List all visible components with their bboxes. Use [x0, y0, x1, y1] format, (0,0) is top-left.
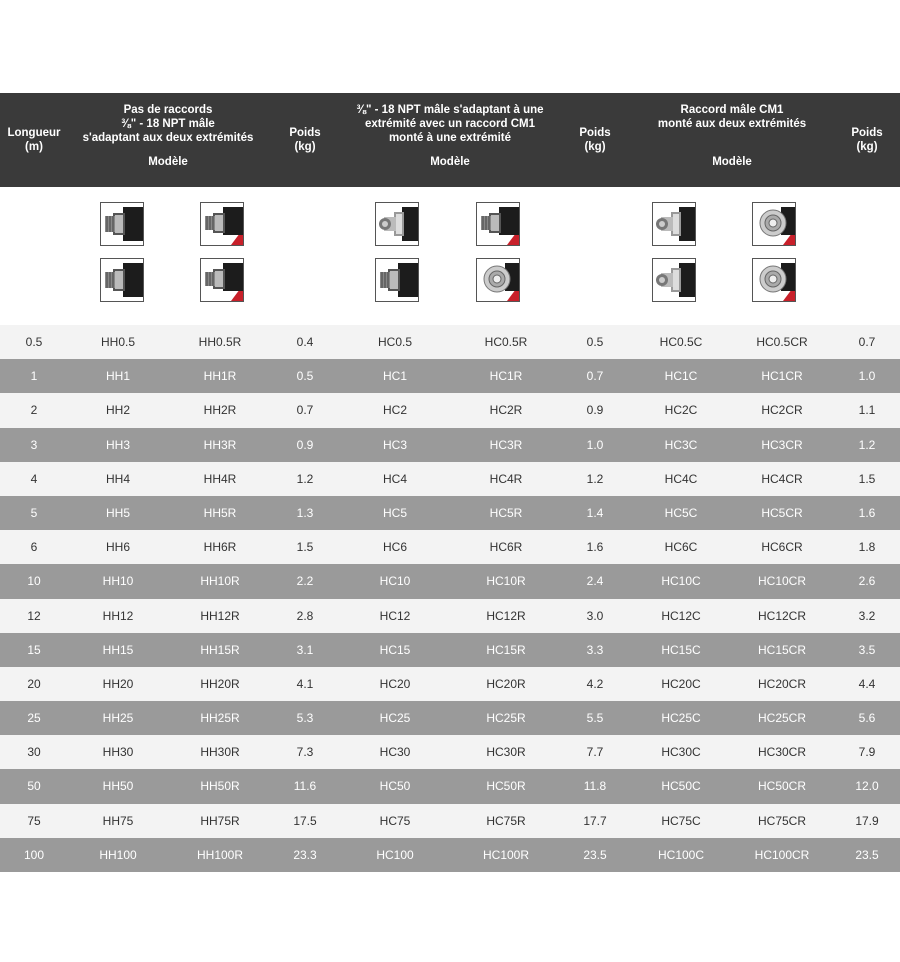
cell-model-hccr: HC4CR	[761, 471, 803, 486]
cell-length: 75	[27, 813, 41, 828]
cell-length: 12	[27, 608, 41, 623]
cell-model-hh: HH100	[99, 847, 137, 862]
cell-model-hccr: HC100CR	[754, 847, 810, 862]
npt-fitting-red-icon	[200, 202, 244, 246]
cell-weight-3: 1.8	[858, 540, 876, 555]
cell-model-hhr: HH1R	[203, 369, 237, 384]
table-row	[0, 393, 900, 427]
cell-length: 5	[30, 505, 38, 520]
table-header	[0, 93, 900, 187]
cell-model-hc: HC30	[379, 745, 411, 760]
cell-model-hc: HC3	[382, 437, 407, 452]
cell-weight-3: 1.1	[858, 403, 876, 418]
cell-model-hh: HH15	[102, 642, 134, 657]
cell-model-hcr: HC75R	[486, 813, 526, 828]
table-row	[0, 325, 900, 359]
cell-weight-1: 0.4	[296, 335, 314, 349]
cell-model-hccr: HC0.5CR	[756, 335, 808, 349]
cell-model-hc: HC75	[379, 813, 411, 828]
fitting-images-row	[0, 187, 900, 325]
table-row	[0, 838, 900, 872]
cell-weight-1: 1.2	[296, 471, 314, 486]
cell-weight-3: 3.5	[858, 642, 876, 657]
cell-model-hccr: HC6CR	[761, 540, 803, 555]
cell-weight-2: 1.2	[586, 471, 604, 486]
cell-weight-3: 2.6	[858, 574, 876, 589]
cell-model-hh: HH75	[102, 813, 134, 828]
cell-weight-1: 3.1	[296, 642, 314, 657]
cell-weight-1: 0.9	[296, 437, 314, 452]
cell-model-hhr: HH20R	[200, 676, 240, 691]
cell-model-hccr: HC50CR	[757, 779, 806, 794]
cell-model-hc: HC25	[379, 711, 411, 726]
cell-model-hc: HC6	[382, 540, 407, 555]
cell-model-hhr: HH2R	[203, 403, 237, 418]
header-group-1: Pas de raccords ⅜" - 18 NPT mâle s'adaptant aux deux extrémités Modèle	[68, 103, 268, 169]
header-model-1: Modèle	[148, 156, 188, 168]
npt-fitting-black-icon	[100, 202, 144, 246]
cell-model-hhr: HH50R	[200, 779, 240, 794]
cell-weight-1: 7.3	[296, 745, 314, 760]
table-row	[0, 735, 900, 769]
cell-model-hhr: HH12R	[200, 608, 240, 623]
cell-model-hhr: HH25R	[200, 711, 240, 726]
cell-weight-3: 1.0	[858, 369, 876, 384]
cell-model-hcc: HC25C	[661, 711, 701, 726]
cell-model-hcr: HC100R	[482, 847, 530, 862]
cell-weight-2: 0.9	[586, 403, 604, 418]
table-row	[0, 599, 900, 633]
npt-fitting-red-icon	[200, 258, 244, 302]
cell-model-hc: HC2	[382, 403, 407, 418]
cell-weight-3: 23.5	[855, 847, 879, 862]
cell-weight-3: 12.0	[855, 779, 879, 794]
cell-model-hhr: HH10R	[200, 574, 240, 589]
table-row	[0, 530, 900, 564]
cell-model-hc: HC20	[379, 676, 411, 691]
cell-model-hh: HH10	[102, 574, 134, 589]
table-row	[0, 564, 900, 598]
cell-model-hcc: HC30C	[661, 745, 701, 760]
cm1-coupler-red-icon	[752, 202, 796, 246]
cell-weight-3: 3.2	[858, 608, 876, 623]
cell-model-hcc: HC20C	[661, 676, 701, 691]
cell-model-hcc: HC12C	[661, 608, 701, 623]
cell-length: 2	[30, 403, 38, 418]
cell-model-hcr: HC5R	[489, 505, 523, 520]
cell-model-hh: HH30	[102, 745, 134, 760]
cell-weight-2: 3.3	[586, 642, 604, 657]
header-group-3: Raccord mâle CM1 monté aux deux extrémités Modèle	[632, 103, 832, 169]
cell-weight-1: 17.5	[293, 813, 317, 828]
cell-model-hccr: HC20CR	[757, 676, 806, 691]
header-weight-3: Poids (kg)	[851, 127, 883, 153]
table-row	[0, 667, 900, 701]
cell-model-hcr: HC10R	[486, 574, 526, 589]
cell-model-hcr: HC50R	[486, 779, 526, 794]
cell-model-hcr: HC25R	[486, 711, 526, 726]
cm1-coupler-black-icon	[652, 202, 696, 246]
cell-weight-2: 11.8	[583, 779, 607, 794]
cell-weight-3: 17.9	[855, 813, 879, 828]
cell-weight-3: 7.9	[858, 745, 876, 760]
table-row	[0, 359, 900, 393]
cm1-coupler-red-icon	[752, 258, 796, 302]
cell-weight-2: 7.7	[586, 745, 604, 760]
cell-model-hh: HH5	[105, 505, 130, 520]
cell-model-hhr: HH15R	[200, 642, 240, 657]
table-row	[0, 769, 900, 803]
cell-weight-2: 17.7	[583, 813, 607, 828]
cell-length: 25	[27, 711, 41, 726]
cell-model-hh: HH20	[102, 676, 134, 691]
cell-model-hh: HH4	[105, 471, 130, 486]
cell-model-hh: HH2	[105, 403, 130, 418]
cell-length: 0.5	[25, 335, 43, 349]
cell-weight-1: 0.7	[296, 403, 314, 418]
cell-model-hhr: HH3R	[203, 437, 237, 452]
cell-weight-1: 2.8	[296, 608, 314, 623]
npt-fitting-black-icon	[100, 258, 144, 302]
cell-model-hc: HC15	[379, 642, 411, 657]
cell-weight-2: 23.5	[583, 847, 607, 862]
cell-model-hcc: HC3C	[664, 437, 698, 452]
cell-model-hccr: HC3CR	[761, 437, 803, 452]
cell-model-hcr: HC20R	[486, 676, 526, 691]
cell-model-hcr: HC6R	[489, 540, 523, 555]
cell-weight-3: 4.4	[858, 676, 876, 691]
cell-model-hcr: HC3R	[489, 437, 523, 452]
cell-model-hc: HC100	[376, 847, 414, 862]
cell-weight-2: 1.6	[586, 540, 604, 555]
cm1-coupler-black-icon	[652, 258, 696, 302]
cell-model-hccr: HC15CR	[757, 642, 806, 657]
cell-model-hhr: HH6R	[203, 540, 237, 555]
cell-model-hc: HC12	[379, 608, 411, 623]
cell-length: 6	[30, 540, 38, 555]
cell-model-hccr: HC1CR	[761, 369, 803, 384]
cell-model-hh: HH3	[105, 437, 130, 452]
cell-weight-1: 23.3	[293, 847, 317, 862]
cell-model-hc: HC50	[379, 779, 411, 794]
cell-model-hhr: HH75R	[200, 813, 240, 828]
table-row	[0, 701, 900, 735]
cell-model-hhr: HH100R	[196, 847, 244, 862]
cell-model-hcc: HC50C	[661, 779, 701, 794]
table-row	[0, 496, 900, 530]
cell-weight-2: 1.0	[586, 437, 604, 452]
cell-weight-1: 1.5	[296, 540, 314, 555]
header-model-3: Modèle	[712, 156, 752, 168]
cell-weight-2: 2.4	[586, 574, 604, 589]
cell-length: 4	[30, 471, 38, 486]
cell-model-hhr: HH5R	[203, 505, 237, 520]
cell-model-hcr: HC12R	[486, 608, 526, 623]
cell-weight-3: 1.6	[858, 505, 876, 520]
cell-model-hcc: HC0.5C	[659, 335, 703, 349]
cell-weight-2: 0.7	[586, 369, 604, 384]
cell-length: 3	[30, 437, 38, 452]
cell-model-hccr: HC75CR	[757, 813, 806, 828]
cell-model-hcc: HC6C	[664, 540, 698, 555]
cell-model-hcc: HC4C	[664, 471, 698, 486]
table-body	[0, 325, 900, 872]
cell-model-hcc: HC15C	[661, 642, 701, 657]
cell-weight-3: 5.6	[858, 711, 876, 726]
cell-model-hc: HC4	[382, 471, 407, 486]
cell-model-hcr: HC0.5R	[484, 335, 528, 349]
hose-spec-table	[0, 93, 900, 872]
cell-model-hh: HH25	[102, 711, 134, 726]
cell-model-hh: HH1	[105, 369, 130, 384]
cell-model-hcr: HC1R	[489, 369, 523, 384]
cell-weight-1: 11.6	[293, 779, 317, 794]
cell-model-hcc: HC2C	[664, 403, 698, 418]
table-row	[0, 462, 900, 496]
cell-model-hc: HC0.5	[377, 335, 412, 349]
cell-weight-3: 1.5	[858, 471, 876, 486]
cell-model-hcc: HC75C	[661, 813, 701, 828]
header-weight-1: Poids (kg)	[289, 127, 321, 153]
cell-model-hccr: HC30CR	[757, 745, 806, 760]
cm1-coupler-black-icon	[375, 202, 419, 246]
cell-weight-3: 0.7	[858, 335, 876, 349]
npt-fitting-red-icon	[476, 258, 520, 302]
header-length: Longueur (m)	[7, 127, 61, 153]
table-row	[0, 428, 900, 462]
cell-length: 20	[27, 676, 41, 691]
cell-model-hh: HH0.5	[100, 335, 135, 349]
cell-weight-2: 0.5	[586, 335, 604, 349]
header-group-2: ⅜" - 18 NPT mâle s'adaptant à une extrémité avec un raccord CM1 monté à une extrémité Modèle	[340, 103, 560, 169]
cell-model-hc: HC10	[379, 574, 411, 589]
cell-model-hhr: HH0.5R	[198, 335, 242, 349]
cell-model-hcc: HC100C	[657, 847, 705, 862]
cell-model-hccr: HC2CR	[761, 403, 803, 418]
cell-model-hhr: HH4R	[203, 471, 237, 486]
table-row	[0, 633, 900, 667]
cell-model-hcr: HC4R	[489, 471, 523, 486]
cell-weight-2: 5.5	[586, 711, 604, 726]
cell-model-hhr: HH30R	[200, 745, 240, 760]
cell-length: 1	[30, 369, 38, 384]
cell-weight-1: 1.3	[296, 505, 314, 520]
cell-weight-1: 4.1	[296, 676, 314, 691]
cell-length: 50	[27, 779, 41, 794]
header-weight-2: Poids (kg)	[579, 127, 611, 153]
cell-model-hh: HH50	[102, 779, 134, 794]
table-row	[0, 804, 900, 838]
cell-weight-2: 1.4	[586, 505, 604, 520]
cell-length: 100	[23, 847, 45, 862]
cell-model-hccr: HC25CR	[757, 711, 806, 726]
header-model-2: Modèle	[430, 156, 470, 168]
cell-weight-2: 4.2	[586, 676, 604, 691]
cell-length: 10	[27, 574, 41, 589]
cell-model-hcc: HC1C	[664, 369, 698, 384]
cell-model-hc: HC5	[382, 505, 407, 520]
npt-fitting-red-icon	[476, 202, 520, 246]
cell-length: 15	[27, 642, 41, 657]
cell-length: 30	[27, 745, 41, 760]
cell-model-hh: HH6	[105, 540, 130, 555]
cell-model-hcc: HC5C	[664, 505, 698, 520]
cell-weight-1: 2.2	[296, 574, 314, 589]
cell-model-hh: HH12	[102, 608, 134, 623]
cell-model-hccr: HC12CR	[757, 608, 806, 623]
cm1-coupler-black-icon	[375, 258, 419, 302]
cell-model-hcr: HC2R	[489, 403, 523, 418]
cell-model-hc: HC1	[382, 369, 407, 384]
cell-model-hcr: HC30R	[486, 745, 526, 760]
cell-weight-3: 1.2	[858, 437, 876, 452]
cell-weight-1: 5.3	[296, 711, 314, 726]
cell-weight-2: 3.0	[586, 608, 604, 623]
cell-model-hccr: HC10CR	[757, 574, 806, 589]
cell-weight-1: 0.5	[296, 369, 314, 384]
cell-model-hcr: HC15R	[486, 642, 526, 657]
cell-model-hcc: HC10C	[661, 574, 701, 589]
cell-model-hccr: HC5CR	[761, 505, 803, 520]
